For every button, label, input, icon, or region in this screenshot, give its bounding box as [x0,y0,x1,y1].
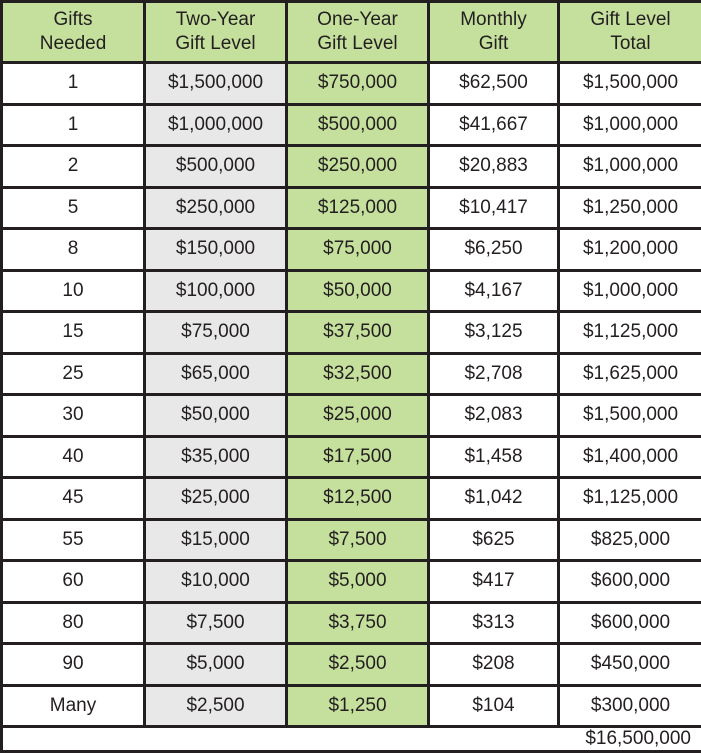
table-row [2,519,701,561]
header-row [2,2,701,63]
cell-two-year-gift-level: $7,500 [145,602,287,644]
table-header [2,2,701,63]
cell-gifts-needed: 1 [2,104,145,146]
cell-one-year-gift-level: $1,250 [287,685,429,727]
cell-gifts-needed: 8 [2,229,145,271]
cell-gift-level-total: $600,000 [559,561,701,603]
cell-one-year-gift-level: $75,000 [287,229,429,271]
cell-one-year-gift-level: $250,000 [287,146,429,188]
cell-gifts-needed: 10 [2,270,145,312]
cell-two-year-gift-level: $5,000 [145,644,287,686]
cell-gifts-needed: 5 [2,187,145,229]
cell-two-year-gift-level: $150,000 [145,229,287,271]
table-row [2,229,701,271]
cell-one-year-gift-level: $750,000 [287,63,429,105]
header-one-year-gift-level: One-Year Gift Level [287,2,429,63]
table-row [2,63,701,105]
cell-monthly-gift: $208 [429,644,559,686]
grand-total: $16,500,000 [2,727,701,752]
cell-one-year-gift-level: $37,500 [287,312,429,354]
table-row [2,395,701,437]
cell-gift-level-total: $600,000 [559,602,701,644]
cell-two-year-gift-level: $250,000 [145,187,287,229]
cell-gifts-needed: 60 [2,561,145,603]
cell-gift-level-total: $1,250,000 [559,187,701,229]
table-row [2,644,701,686]
header-gift-level-total: Gift Level Total [559,2,701,63]
grand-total-row [2,727,701,752]
cell-monthly-gift: $1,458 [429,436,559,478]
cell-two-year-gift-level: $500,000 [145,146,287,188]
cell-two-year-gift-level: $10,000 [145,561,287,603]
cell-gift-level-total: $300,000 [559,685,701,727]
cell-two-year-gift-level: $25,000 [145,478,287,520]
cell-one-year-gift-level: $50,000 [287,270,429,312]
table-row [2,270,701,312]
cell-monthly-gift: $313 [429,602,559,644]
cell-gift-level-total: $1,400,000 [559,436,701,478]
cell-gift-level-total: $1,125,000 [559,478,701,520]
table-row [2,146,701,188]
cell-monthly-gift: $6,250 [429,229,559,271]
cell-gifts-needed: 80 [2,602,145,644]
cell-gift-level-total: $1,200,000 [559,229,701,271]
table-body [2,63,701,727]
cell-gift-level-total: $1,000,000 [559,104,701,146]
cell-monthly-gift: $104 [429,685,559,727]
table-row [2,187,701,229]
cell-gifts-needed: 30 [2,395,145,437]
cell-gifts-needed: 2 [2,146,145,188]
cell-monthly-gift: $417 [429,561,559,603]
table-row [2,104,701,146]
header-gifts-needed: Gifts Needed [2,2,145,63]
cell-one-year-gift-level: $17,500 [287,436,429,478]
table-row [2,312,701,354]
table-row [2,602,701,644]
cell-monthly-gift: $62,500 [429,63,559,105]
cell-one-year-gift-level: $125,000 [287,187,429,229]
cell-gifts-needed: Many [2,685,145,727]
cell-one-year-gift-level: $32,500 [287,353,429,395]
cell-gift-level-total: $1,000,000 [559,146,701,188]
cell-monthly-gift: $625 [429,519,559,561]
cell-two-year-gift-level: $1,000,000 [145,104,287,146]
cell-one-year-gift-level: $12,500 [287,478,429,520]
cell-monthly-gift: $1,042 [429,478,559,520]
cell-monthly-gift: $3,125 [429,312,559,354]
cell-gift-level-total: $1,125,000 [559,312,701,354]
cell-gifts-needed: 1 [2,63,145,105]
cell-two-year-gift-level: $50,000 [145,395,287,437]
cell-two-year-gift-level: $35,000 [145,436,287,478]
header-two-year-gift-level: Two-Year Gift Level [145,2,287,63]
cell-monthly-gift: $20,883 [429,146,559,188]
cell-gifts-needed: 90 [2,644,145,686]
cell-two-year-gift-level: $15,000 [145,519,287,561]
table-row [2,561,701,603]
table-row [2,478,701,520]
cell-one-year-gift-level: $25,000 [287,395,429,437]
cell-one-year-gift-level: $2,500 [287,644,429,686]
cell-gift-level-total: $1,500,000 [559,63,701,105]
cell-one-year-gift-level: $500,000 [287,104,429,146]
cell-two-year-gift-level: $1,500,000 [145,63,287,105]
cell-one-year-gift-level: $7,500 [287,519,429,561]
cell-gift-level-total: $1,500,000 [559,395,701,437]
cell-gift-level-total: $450,000 [559,644,701,686]
cell-gifts-needed: 40 [2,436,145,478]
cell-one-year-gift-level: $3,750 [287,602,429,644]
cell-gifts-needed: 55 [2,519,145,561]
cell-gift-level-total: $1,000,000 [559,270,701,312]
cell-gifts-needed: 45 [2,478,145,520]
cell-two-year-gift-level: $65,000 [145,353,287,395]
cell-gift-level-total: $1,625,000 [559,353,701,395]
table-row [2,353,701,395]
cell-two-year-gift-level: $2,500 [145,685,287,727]
cell-two-year-gift-level: $100,000 [145,270,287,312]
cell-one-year-gift-level: $5,000 [287,561,429,603]
header-monthly-gift: Monthly Gift [429,2,559,63]
table-row [2,436,701,478]
cell-monthly-gift: $41,667 [429,104,559,146]
cell-two-year-gift-level: $75,000 [145,312,287,354]
cell-monthly-gift: $2,708 [429,353,559,395]
table-row [2,685,701,727]
cell-monthly-gift: $10,417 [429,187,559,229]
cell-gift-level-total: $825,000 [559,519,701,561]
cell-monthly-gift: $2,083 [429,395,559,437]
cell-monthly-gift: $4,167 [429,270,559,312]
cell-gifts-needed: 15 [2,312,145,354]
cell-gifts-needed: 25 [2,353,145,395]
